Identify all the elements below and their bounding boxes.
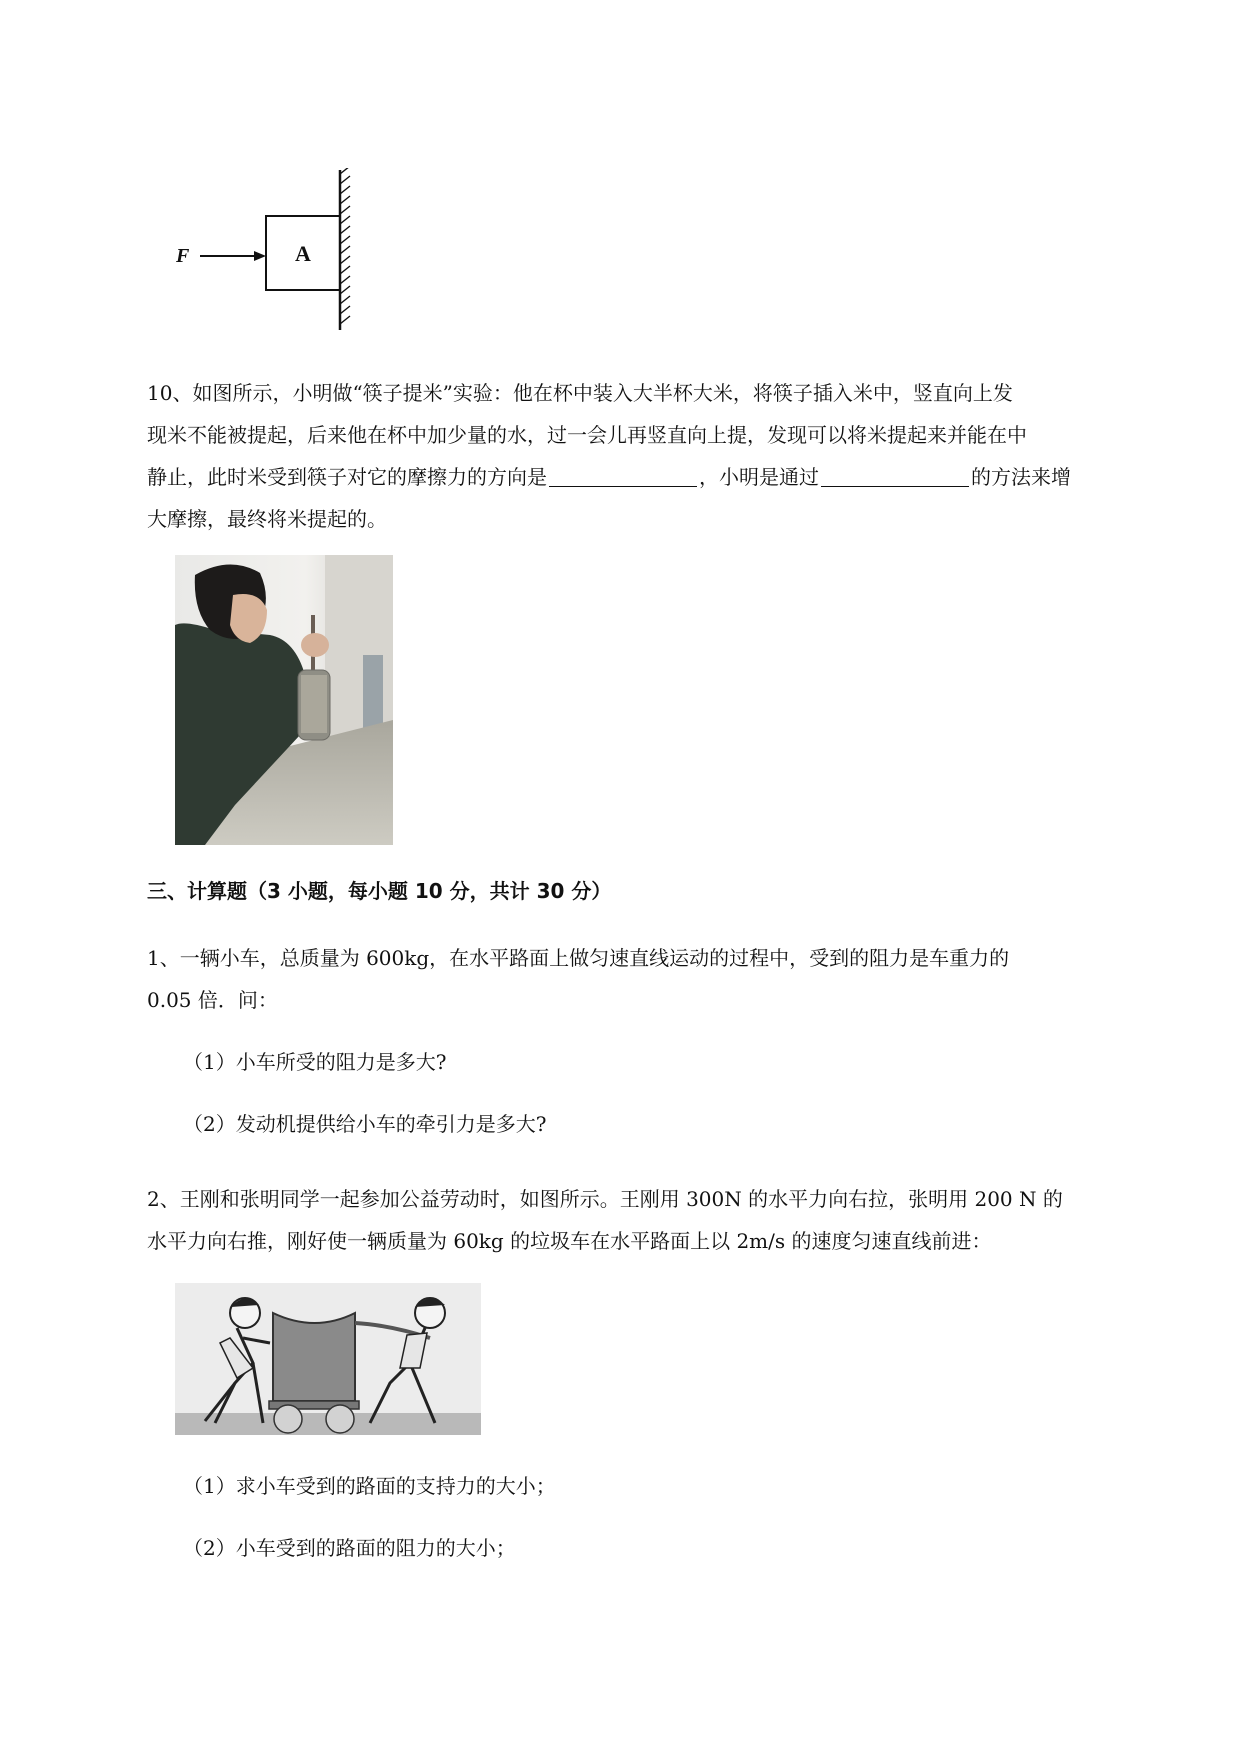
calc-question-2 (147, 1178, 1157, 1262)
question-10 (147, 372, 1157, 540)
q10-line-1: 10、如图所示，小明做“筷子提米”实验：他在杯中装入大半杯大米，将筷子插入米中，竖直向上发 (147, 381, 1013, 405)
q1-line-2: 0.05 倍．问： (147, 988, 278, 1012)
q10-line-2: 现米不能被提起，后来他在杯中加少量的水，过一会儿再竖直向上提，发现可以将米提起来并能在中 (147, 423, 1027, 447)
wall-hatching (340, 168, 350, 324)
arrow-head-icon (254, 251, 266, 261)
force-diagram (170, 168, 360, 338)
calc-question-1 (147, 937, 1157, 1021)
force-label: F (176, 245, 190, 267)
q1-line-1: 1、一辆小车，总质量为 600kg，在水平路面上做匀速直线运动的过程中，受到的阻力是车重力的 (147, 946, 1010, 970)
q10-line-3-part-3: 的方法来增 (971, 465, 1071, 489)
chopsticks-rice-photo (175, 555, 393, 845)
q2-sub-1: （1）求小车受到的路面的支持力的大小； (183, 1474, 556, 1498)
q10-line-3-part-1: 静止，此时米受到筷子对它的摩擦力的方向是 (147, 465, 547, 489)
q2-sub-2: （2）小车受到的路面的阻力的大小； (183, 1536, 516, 1560)
answer-blank-1[interactable] (549, 464, 697, 487)
q1-sub-1: （1）小车所受的阻力是多大? (183, 1050, 447, 1074)
garbage-cart-illustration (175, 1283, 481, 1435)
section-3-title: 三、计算题（3 小题，每小题 10 分，共计 30 分） (147, 879, 612, 903)
q10-line-3-part-2: ，小明是通过 (699, 465, 819, 489)
q2-line-2: 水平力向右推，刚好使一辆质量为 60kg 的垃圾车在水平路面上以 2m/s 的速度匀速直线前进： (147, 1229, 992, 1253)
q10-line-3 (147, 456, 1157, 498)
block-label: A (295, 241, 311, 266)
answer-blank-2[interactable] (821, 464, 969, 487)
q1-sub-2: （2）发动机提供给小车的牵引力是多大? (183, 1112, 547, 1136)
q10-line-4: 大摩擦，最终将米提起的。 (147, 507, 387, 531)
q2-line-1: 2、王刚和张明同学一起参加公益劳动时，如图所示。王刚用 300N 的水平力向右拉，张明用 200 N 的 (147, 1187, 1063, 1211)
